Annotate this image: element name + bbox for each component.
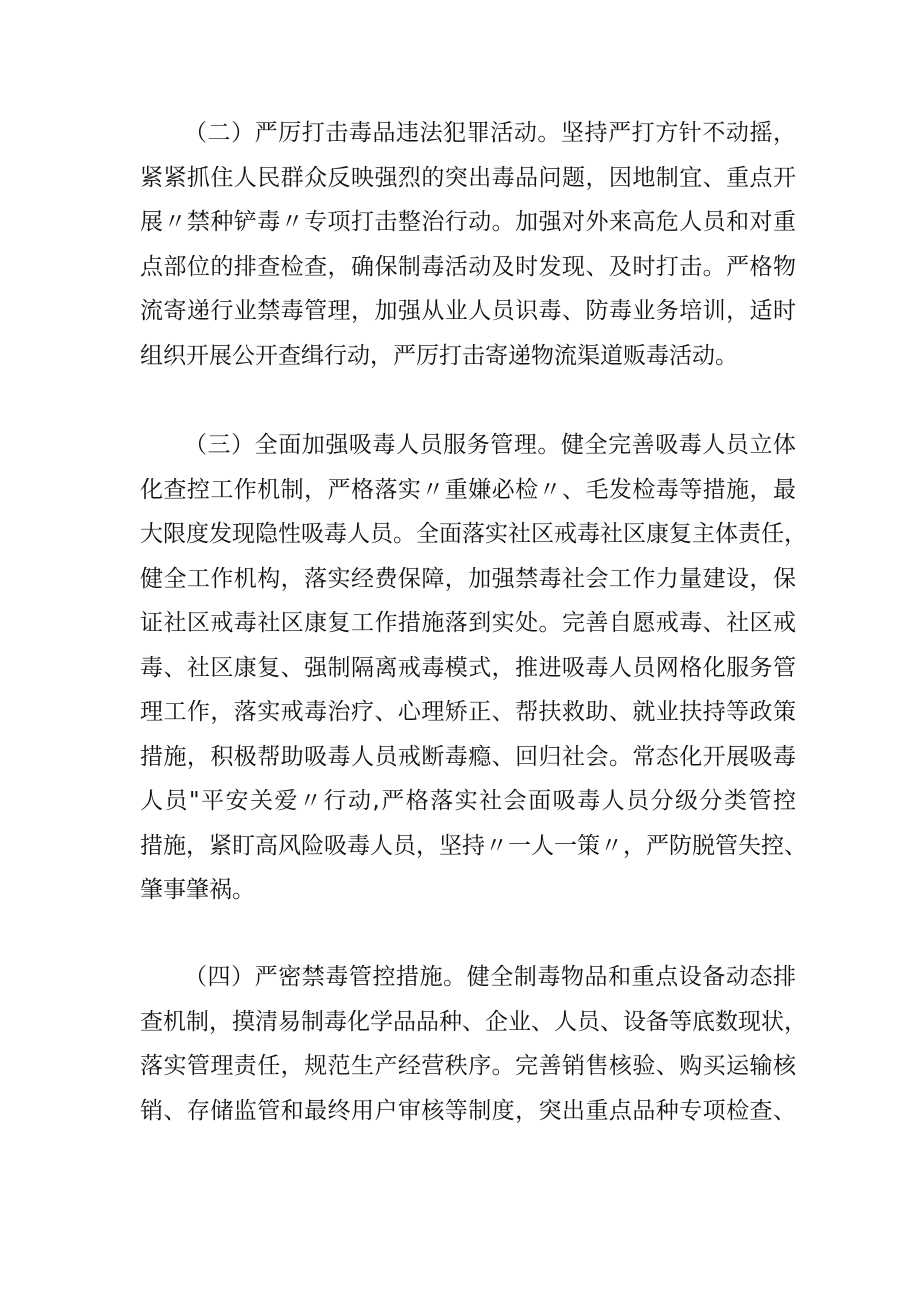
paragraph-line: 流寄递行业禁毒管理，加强从业人员识毒、防毒业务培训，适时 (140, 298, 796, 324)
paragraph-line: 措施，紧盯高风险吸毒人员，坚持〃一人一策〃，严防脱管失控、 (140, 832, 807, 859)
paragraph-line: 肇事肇祸。 (140, 877, 255, 903)
paragraph-line: 点部位的排查检查，确保制毒活动及时发现、及时打击。严格物 (140, 253, 796, 280)
paragraph-line: 理工作，落实戒毒治疗、心理矫正、帮扶救助、就业扶持等政策 (140, 699, 796, 725)
paragraph-line: （四）严密禁毒管控措施。健全制毒物品和重点设备动态排 (184, 964, 796, 990)
paragraph-line: 毒、社区康复、强制隔离戒毒模式，推进吸毒人员网格化服务管 (140, 654, 796, 681)
paragraph-3-rehab-management (140, 423, 807, 913)
paragraph-line: 大限度发现隐性吸毒人员。全面落实社区戒毒社区康复主体责任， (140, 521, 807, 547)
paragraph-4-control-measures (140, 955, 807, 1133)
paragraph-line: 人员"平安关爱〃行动,严格落实社会面吸毒人员分级分类管控 (140, 788, 796, 814)
paragraph-line: 紧紧抓住人民群众反映强烈的突出毒品问题，因地制宜、重点开 (140, 164, 796, 191)
paragraph-line: 措施，积极帮助吸毒人员戒断毒瘾、回归社会。常态化开展吸毒 (140, 743, 796, 770)
paragraph-line: （三）全面加强吸毒人员服务管理。健全完善吸毒人员立体 (184, 432, 796, 458)
paragraph-line: （二）严厉打击毒品违法犯罪活动。坚持严打方针不动摇， (184, 120, 796, 146)
paragraph-line: 销、存储监管和最终用户审核等制度，突出重点品种专项检查、 (140, 1097, 796, 1124)
paragraph-line: 证社区戒毒社区康复工作措施落到实处。完善自愿戒毒、社区戒 (140, 610, 796, 636)
paragraph-line: 落实管理责任，规范生产经营秩序。完善销售核验、购买运输核 (140, 1053, 796, 1079)
paragraph-line: 健全工作机构，落实经费保障，加强禁毒社会工作力量建设，保 (140, 565, 796, 592)
paragraph-2-crackdown (140, 111, 796, 378)
paragraph-line: 化查控工作机制，严格落实〃重嫌必检〃、毛发检毒等措施，最 (140, 476, 796, 503)
paragraph-line: 查机制，摸清易制毒化学品品种、企业、人员、设备等底数现状， (140, 1008, 807, 1035)
paragraph-line: 展〃禁种铲毒〃专项打击整治行动。加强对外来高危人员和对重 (140, 209, 796, 235)
paragraph-line: 组织开展公开查缉行动，严厉打击寄递物流渠道贩毒活动。 (140, 342, 738, 369)
